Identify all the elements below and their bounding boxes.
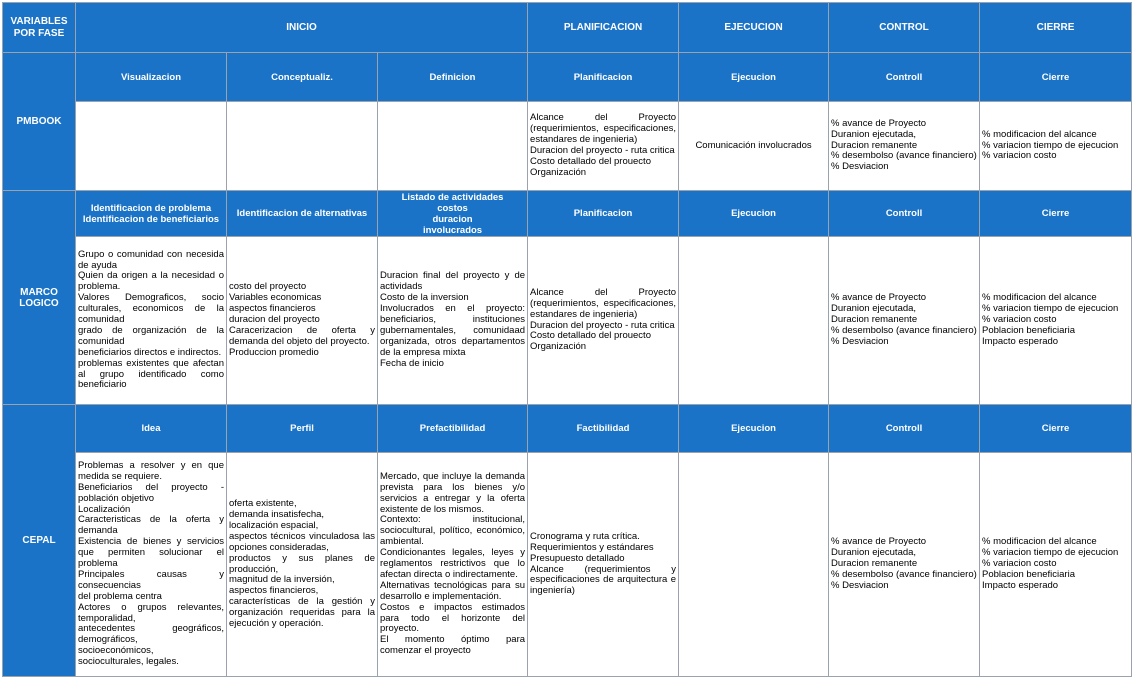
phase-header-cierre: CIERRE (980, 3, 1132, 53)
cell-text-line: % variacion tiempo de ejecucion (982, 303, 1119, 315)
cell-text-line: Duracion del proyecto - ruta critica (530, 145, 675, 156)
pmbook-cell (528, 102, 679, 191)
cell-text-line: socioeconómicos, (78, 645, 154, 657)
cell-text-line: Duracion del proyecto - ruta critica (530, 319, 675, 331)
cell-text-line: aspectos técnicos vinculadosa las opciones consideradas, (229, 530, 375, 553)
marco-subheader: Controll (829, 191, 980, 237)
cell-text-line: Alcance (requerimientos y especificaciones de arquitectura e ingeniería) (530, 563, 677, 597)
marco-cell (829, 237, 980, 405)
cell-text-line: localización espacial, (229, 519, 319, 531)
cell-text-line: MARCO (20, 286, 58, 298)
cell-text-line: Grupo o comunidad con necesida de ayuda (78, 248, 224, 271)
cepal-subheader: Controll (829, 405, 980, 453)
pmbook-cell (378, 102, 528, 191)
row-label-pmbook: PMBOOK (3, 53, 76, 191)
cepal-cell (829, 453, 980, 677)
pmbook-cell (76, 102, 227, 191)
cepal-subheader: Idea (76, 405, 227, 453)
cepal-subheader: Cierre (980, 405, 1132, 453)
cell-text-line: % Desviacion (831, 335, 889, 347)
pmbook-subheader: Visualizacion (76, 53, 227, 102)
cepal-subheader: Ejecucion (679, 405, 829, 453)
cell-text-line: aspectos financieros, (229, 585, 319, 597)
phase-variables-table (2, 2, 1132, 677)
cell-text-line: Fecha de inicio (380, 357, 444, 369)
cell-text-line: Caracerizacion de oferta y demanda del objeto del proyecto. (229, 324, 375, 347)
cell-text-line: Costo detallado del prouecto (530, 155, 651, 167)
cell-text-line: magnitud de la inversión, (229, 574, 335, 586)
marco-subheader: Cierre (980, 191, 1132, 237)
cell-text-line: Costo de la inversion (380, 292, 469, 304)
cell-text-line: Duracion remanente (831, 139, 918, 151)
cepal-cell (378, 453, 528, 677)
cell-text-line: % Desviacion (831, 161, 889, 173)
cell-text-line: % avance de Proyecto (831, 536, 927, 548)
corner-line-2: POR FASE (13, 27, 65, 39)
cell-text-line: Beneficiarios del proyecto - población objetivo (78, 481, 224, 504)
cell-text-line: demanda insatisfecha, (229, 508, 325, 520)
phase-header-planificacion: PLANIFICACION (528, 3, 679, 53)
cell-text-line: % modificacion del alcance (982, 292, 1097, 304)
cell-text-line: involucrados (422, 224, 483, 236)
pmbook-subheader: Ejecucion (679, 53, 829, 102)
cell-text-line: costos (437, 202, 468, 214)
pmbook-cell (829, 102, 980, 191)
pmbook-subheader: Cierre (980, 53, 1132, 102)
pmbook-cell (227, 102, 378, 191)
cepal-subheader: Prefactibilidad (378, 405, 528, 453)
corner-line-1: VARIABLES (10, 15, 68, 27)
marco-subheader (378, 191, 528, 237)
cell-text-line: Caracteristicas de la oferta y demanda (78, 514, 224, 537)
marco-cell (980, 237, 1132, 405)
cell-text-line: Actores o grupos relevantes, temporalidad, (78, 601, 224, 624)
marco-subheader (227, 191, 378, 237)
cepal-cell (227, 453, 378, 677)
marco-subheader (76, 191, 227, 237)
cell-text-line: Requerimientos y estándares (530, 541, 654, 553)
cell-text-line: del problema centra (78, 590, 162, 602)
cell-text-line: % variacion costo (982, 558, 1057, 570)
cell-text-line: problemas existentes que afectan al grupo identificado como beneficiario (78, 357, 224, 391)
cell-text-line: Principales causas y consecuencias (78, 568, 224, 591)
marco-cell (76, 237, 227, 405)
cell-text-line: Valores Demograficos, socio culturales, economicos de la comunidad (78, 292, 224, 326)
cell-text-line: Condicionantes legales, leyes y reglamentos restrictivos que lo afectan directa o indirectamente. (380, 547, 526, 580)
phase-header-inicio: INICIO (76, 3, 528, 53)
cell-text-line: El momento óptimo para comenzar el proyecto (380, 634, 526, 657)
cell-text-line: Involucrados en el proyecto: beneficiarios, instituciones gubernamentales, comunidaad organizada, otros departamentos de la empresa mixta (380, 303, 526, 358)
cell-text-line: % desembolso (avance financiero) (831, 568, 977, 580)
cell-text-line: Duracion remanente (831, 314, 918, 326)
cell-text-line: Organización (530, 341, 587, 353)
cell-text-line: % variacion costo (982, 150, 1057, 162)
cell-text-line: aspectos financieros (229, 303, 316, 315)
cell-text-line: Quien da origen a la necesidad o problema. (78, 270, 224, 293)
marco-cell (528, 237, 679, 405)
cell-text-line: % avance de Proyecto (831, 292, 927, 304)
cell-text-line: duracion (432, 213, 473, 225)
row-label-marco-logico (3, 191, 76, 405)
cell-text-line: % variacion costo (982, 314, 1057, 326)
cell-text-line: Presupuesto detallado (530, 552, 625, 564)
pmbook-subheader: Planificacion (528, 53, 679, 102)
cell-text-line: duracion del proyecto (229, 314, 320, 326)
marco-subheader: Planificacion (528, 191, 679, 237)
cepal-subheader: Factibilidad (528, 405, 679, 453)
row-label-cepal: CEPAL (3, 405, 76, 677)
cell-text-line: costo del proyecto (229, 281, 307, 293)
pmbook-subheader: Definicion (378, 53, 528, 102)
cell-text-line: oferta existente, (229, 498, 297, 510)
cell-text-line: Problemas a resolver y en que medida se requiere. (78, 459, 224, 482)
cell-text-line: Costo detallado del prouecto (530, 330, 651, 342)
cell-text-line: Comunicación involucrados (695, 139, 812, 151)
cell-text-line: % Desviacion (831, 579, 889, 591)
cell-text-line: Identificacion de problema (90, 202, 212, 214)
cell-text-line: Identificacion de beneficiarios (82, 213, 220, 225)
pmbook-cell (980, 102, 1132, 191)
cell-text-line: Duranion ejecutada, (831, 128, 917, 140)
cell-text-line: Cronograma y ruta crítica. (530, 530, 640, 542)
cell-text-line: Identificacion de alternativas (236, 208, 368, 219)
cell-text-line: LOGICO (19, 297, 59, 309)
cepal-cell (980, 453, 1132, 677)
cell-text-line: Produccion promedio (229, 346, 319, 358)
cell-text-line: antecedentes geográficos, demográficos, (78, 623, 224, 646)
cell-text-line: Alcance del Proyecto (requerimientos, especificaciones, estandares de ingenieria) (530, 286, 677, 320)
cell-text-line: Duranion ejecutada, (831, 547, 917, 559)
cell-text-line: % desembolso (avance financiero) (831, 324, 977, 336)
cepal-subheader: Perfil (227, 405, 378, 453)
cell-text-line: Listado de actividades (401, 191, 504, 203)
cell-text-line: Duracion remanente (831, 558, 918, 570)
marco-cell (679, 237, 829, 405)
cell-text-line: % avance de Proyecto (831, 117, 927, 129)
cell-text-line: Poblacion beneficiaria (982, 568, 1075, 580)
cell-text-line: Duranion ejecutada, (831, 303, 917, 315)
cell-text-line: Poblacion beneficiaria (982, 324, 1075, 336)
cell-text-line: Duracion final del proyecto y de actividads (380, 270, 526, 293)
cepal-cell (76, 453, 227, 677)
pmbook-cell (679, 102, 829, 191)
phase-header-control: CONTROL (829, 3, 980, 53)
marco-subheader: Ejecucion (679, 191, 829, 237)
pmbook-subheader: Conceptualiz. (227, 53, 378, 102)
marco-cell (378, 237, 528, 405)
cell-text-line: % modificacion del alcance (982, 128, 1097, 140)
cell-text-line: % modificacion del alcance (982, 536, 1097, 548)
phase-header-ejecucion: EJECUCION (679, 3, 829, 53)
cell-text-line: % variacion tiempo de ejecucion (982, 547, 1119, 559)
corner-header (3, 3, 76, 53)
cell-text-line: Organización (530, 166, 587, 178)
cepal-cell (528, 453, 679, 677)
cell-text-line: Variables economicas (229, 292, 322, 304)
cell-text-line: Impacto esperado (982, 579, 1059, 591)
cepal-cell (679, 453, 829, 677)
cell-text-line: Alcance del Proyecto (requerimientos, especificaciones, estandares de ingenieria) (530, 112, 677, 146)
cell-text-line: Costos e impactos estimados para todo el horizonte del proyecto. (380, 601, 526, 635)
cell-text-line: Mercado, que incluye la demanda prevista para los bienes y/o servicios a entregar y la oferta existente de los mismos. (380, 470, 526, 515)
cell-text-line: Contexto: institucional, sociocultural, político, económico, ambiental. (380, 514, 526, 548)
cell-text-line: % variacion tiempo de ejecucion (982, 139, 1119, 151)
cell-text-line: Alternativas tecnológicas para su desarrollo e implementación. (380, 579, 526, 602)
pmbook-subheader: Controll (829, 53, 980, 102)
cell-text-line: Localización (78, 503, 131, 515)
marco-cell (227, 237, 378, 405)
cell-text-line: % desembolso (avance financiero) (831, 150, 977, 162)
cell-text-line: beneficiarios directos e indirectos. (78, 346, 222, 358)
cell-text-line: productos y sus planes de producción, (229, 552, 375, 575)
cell-text-line: grado de organización de la comunidad (78, 324, 224, 347)
cell-text-line: Existencia de bienes y servicios que permiten solucionar el problema (78, 536, 224, 570)
cell-text-line: características de la gestión y organización requeridas para la ejecución y operación. (229, 596, 375, 630)
cell-text-line: Impacto esperado (982, 335, 1059, 347)
cell-text-line: socioculturales, legales. (78, 656, 179, 668)
